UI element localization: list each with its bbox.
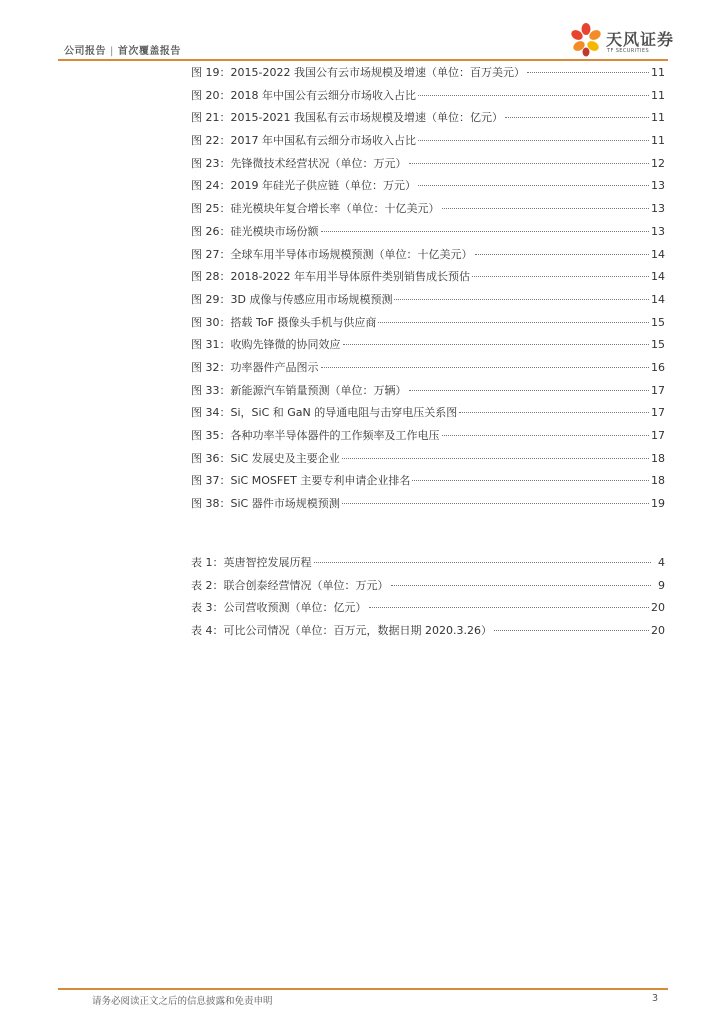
toc-entry-page: 11: [651, 111, 665, 125]
dot-leader: [394, 298, 649, 300]
dot-leader: [378, 321, 649, 323]
toc-entry-page: 12: [651, 156, 665, 170]
header-divider: [58, 59, 668, 61]
toc-entry[interactable]: [191, 554, 665, 577]
toc-entry-title: 图 26：硅光模块市场份额: [191, 224, 319, 238]
toc-entry[interactable]: [191, 268, 665, 291]
toc-entry[interactable]: [191, 427, 665, 450]
toc-entry-page: 15: [651, 315, 665, 329]
toc-entry-page: 13: [651, 202, 665, 216]
toc-entry-page: 16: [651, 360, 665, 374]
dot-leader: [472, 275, 649, 277]
page-header: [0, 0, 724, 62]
toc-entry-title: 图 21：2015-2021 我国私有云市场规模及增速（单位：亿元）: [191, 111, 503, 125]
toc-entry[interactable]: [191, 472, 665, 495]
disclaimer-text: 请务必阅读正文之后的信息披露和免责申明: [92, 996, 273, 1007]
dot-leader: [527, 71, 649, 73]
dot-leader: [321, 230, 650, 232]
toc-entry-page: 14: [651, 247, 665, 261]
page-number: 3: [652, 993, 659, 1004]
toc-entry[interactable]: [191, 132, 665, 155]
dot-leader: [412, 479, 649, 481]
report-label-right: 首次覆盖报告: [117, 46, 181, 57]
dot-leader: [418, 94, 649, 96]
dot-leader: [321, 366, 650, 368]
toc-entry[interactable]: [191, 155, 665, 178]
toc-entry[interactable]: [191, 291, 665, 314]
toc-entry-page: 11: [651, 66, 665, 79]
toc-entry-title: 图 32：功率器件产品图示: [191, 360, 319, 374]
toc-entry[interactable]: [191, 200, 665, 223]
toc-entry-page: 4: [658, 556, 665, 569]
dot-leader: [343, 343, 650, 345]
company-logo: [566, 22, 676, 58]
toc-entry[interactable]: [191, 109, 665, 132]
toc-entry-page: 17: [651, 406, 665, 420]
dot-leader: [418, 184, 649, 186]
toc-entry[interactable]: [191, 246, 665, 269]
toc-entry[interactable]: [191, 450, 665, 473]
toc-entry-title: 图 37：SiC MOSFET 主要专利申请企业排名: [191, 474, 411, 488]
toc-entry[interactable]: [191, 359, 665, 382]
toc-entry-title: 表 4：可比公司情况（单位：百万元，数据日期 2020.3.26）: [191, 624, 492, 638]
header-separator: |: [110, 46, 114, 57]
toc-entry-title: 图 22：2017 年中国私有云细分市场收入占比: [191, 134, 416, 148]
dot-leader: [418, 139, 649, 141]
toc-entry-page: 18: [651, 451, 665, 465]
toc-entry[interactable]: [191, 314, 665, 337]
toc-entry-page: 13: [651, 179, 665, 193]
toc-entry-title: 图 30：搭载 ToF 摄像头手机与供应商: [191, 315, 377, 329]
dot-leader: [314, 561, 652, 563]
dot-leader: [494, 629, 649, 631]
toc-entry-page: 17: [651, 383, 665, 397]
dot-leader: [459, 411, 649, 413]
toc-entry[interactable]: [191, 577, 665, 600]
toc-entry-title: 图 29：3D 成像与传感应用市场规模预测: [191, 292, 393, 306]
toc-entry-title: 图 20：2018 年中国公有云细分市场收入占比: [191, 88, 416, 102]
toc-entry-title: 图 36：SiC 发展史及主要企业: [191, 451, 340, 465]
dot-leader: [342, 502, 649, 504]
dot-leader: [369, 606, 650, 608]
logo-name-cn: 天风证券: [606, 30, 675, 49]
toc-entry[interactable]: [191, 223, 665, 246]
figure-list: [191, 64, 665, 518]
toc-entry-title: 图 27：全球车用半导体市场规模预测（单位：十亿美元）: [191, 247, 473, 261]
toc-entry-page: 18: [651, 474, 665, 488]
toc-entry-page: 15: [651, 338, 665, 352]
toc-entry-page: 13: [651, 224, 665, 238]
toc-entry[interactable]: [191, 177, 665, 200]
toc-entry-title: 图 25：硅光模块年复合增长率（单位：十亿美元）: [191, 202, 440, 216]
dot-leader: [442, 434, 650, 436]
dot-leader: [475, 253, 650, 255]
toc-entry-title: 表 1：英唐智控发展历程: [191, 556, 312, 569]
toc-entry-page: 11: [651, 88, 665, 102]
toc-entry[interactable]: [191, 404, 665, 427]
toc-entry-title: 图 35：各种功率半导体器件的工作频率及工作电压: [191, 429, 440, 442]
toc-entry-title: 图 23：先锋微技术经营状况（单位：万元）: [191, 156, 407, 170]
toc-entry-title: 图 24：2019 年硅光子供应链（单位：万元）: [191, 179, 416, 193]
toc-entry[interactable]: [191, 87, 665, 110]
toc-entry-page: 14: [651, 292, 665, 306]
toc-entry-title: 图 31：收购先锋微的协同效应: [191, 338, 341, 352]
toc-entry[interactable]: [191, 622, 665, 645]
dot-leader: [409, 162, 650, 164]
logo-petal: [583, 48, 590, 57]
toc-entry-title: 图 34：Si，SiC 和 GaN 的导通电阻与击穿电压关系图: [191, 406, 458, 420]
toc-entry-page: 17: [651, 429, 665, 442]
toc-entry[interactable]: [191, 495, 665, 518]
toc-entry-title: 表 2：联合创泰经营情况（单位：万元）: [191, 578, 389, 592]
toc-entry-page: 20: [651, 601, 665, 615]
toc-entry[interactable]: [191, 336, 665, 359]
dot-leader: [342, 457, 649, 459]
footer-divider: [58, 988, 668, 990]
dot-leader: [442, 207, 650, 209]
toc-entry-page: 19: [651, 497, 665, 511]
table-list: [191, 554, 665, 645]
dot-leader: [391, 584, 652, 586]
flower-logo-icon: [566, 22, 606, 58]
toc-entry-page: 14: [651, 270, 665, 284]
dot-leader: [409, 389, 650, 391]
toc-entry-page: 20: [651, 624, 665, 638]
dot-leader: [505, 116, 649, 118]
toc-entry-title: 图 38：SiC 器件市场规模预测: [191, 497, 340, 511]
report-type-label: [64, 42, 181, 57]
toc-entry[interactable]: [191, 599, 665, 622]
toc-entry-title: 图 28：2018-2022 年车用半导体原件类别销售成长预估: [191, 270, 470, 284]
report-label-left: 公司报告: [64, 46, 106, 57]
toc-entry[interactable]: [191, 382, 665, 405]
toc-entry-title: 图 19：2015-2022 我国公有云市场规模及增速（单位：百万美元）: [191, 66, 525, 79]
toc-entry[interactable]: [191, 64, 665, 87]
toc-entry-title: 图 33：新能源汽车销量预测（单位：万辆）: [191, 383, 407, 397]
toc-entry-title: 表 3：公司营收预测（单位：亿元）: [191, 601, 367, 615]
logo-name-en: TF SECURITIES: [607, 48, 650, 54]
toc-entry-page: 9: [658, 578, 665, 592]
logo-petal: [582, 23, 591, 35]
toc-entry-page: 11: [651, 134, 665, 148]
